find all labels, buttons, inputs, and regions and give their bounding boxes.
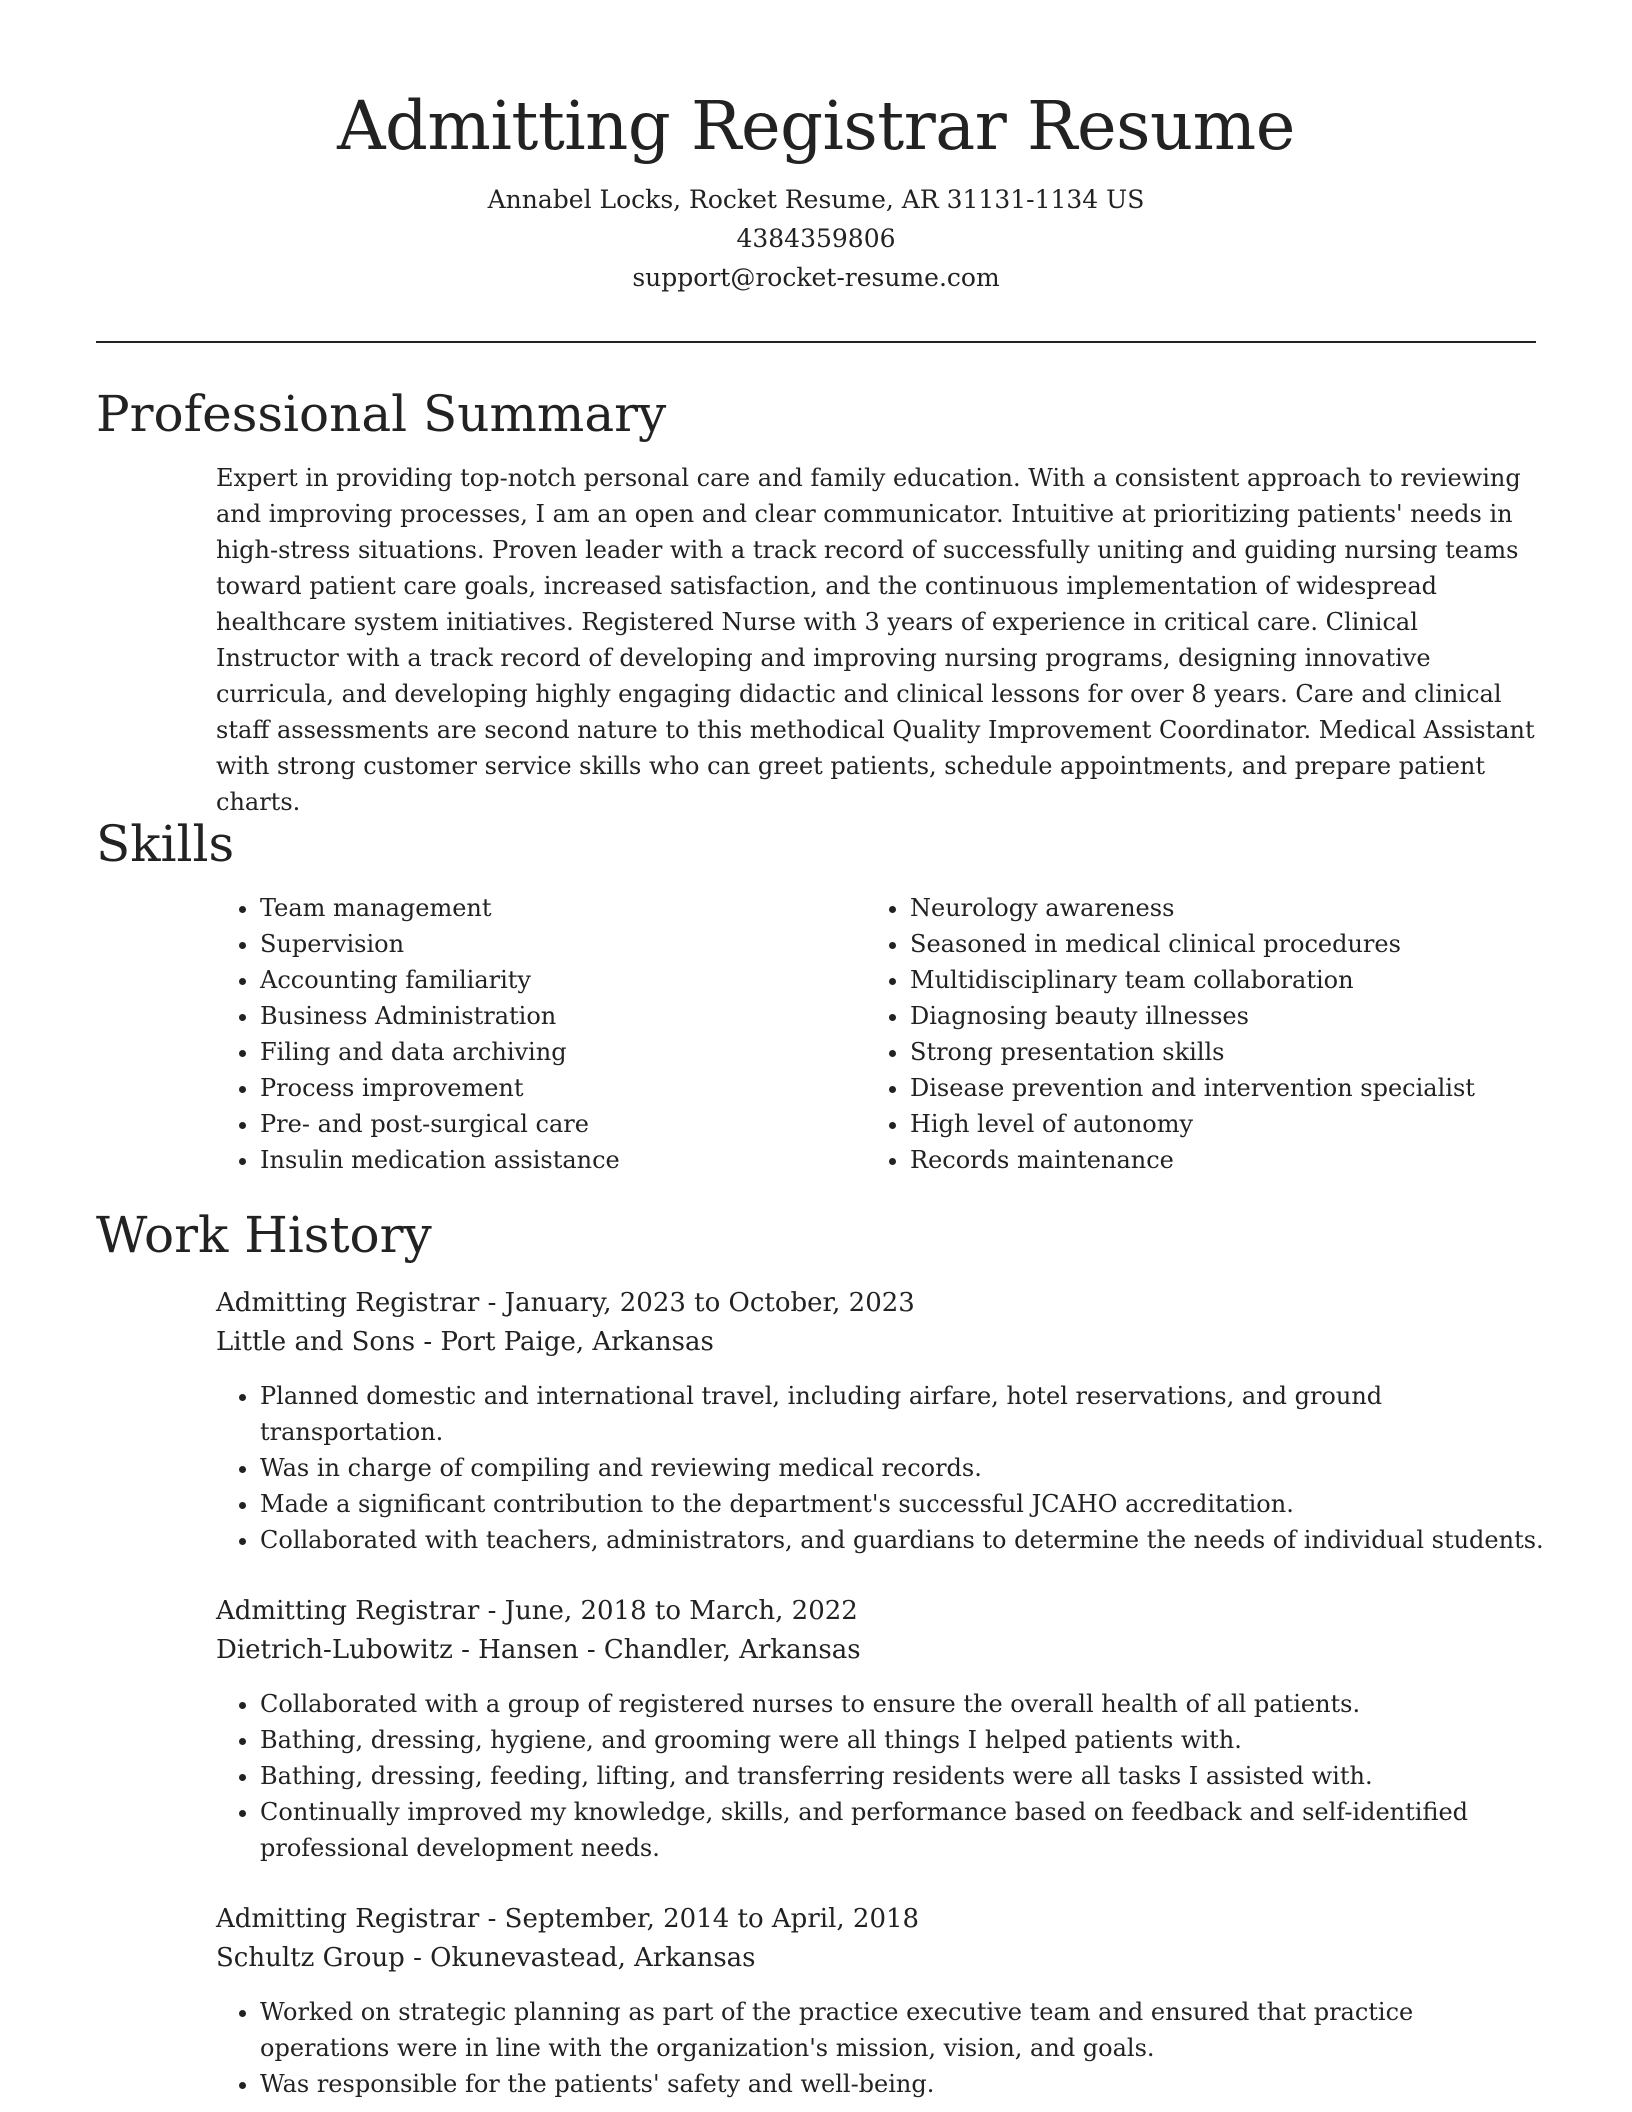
skill-item: • Supervision <box>260 926 880 962</box>
work-history-heading: Work History <box>96 1206 432 1264</box>
skill-item: • Insulin medication assistance <box>260 1142 880 1178</box>
job-title-line: Admitting Registrar - January, 2023 to October, 2023 <box>216 1288 915 1318</box>
job-bullet: • Was in charge of compiling and reviewing medical records. <box>260 1450 1546 1486</box>
job-title-line: Admitting Registrar - June, 2018 to March, 2022 <box>216 1596 858 1626</box>
job-title-line: Admitting Registrar - September, 2014 to April, 2018 <box>216 1904 920 1934</box>
page-title: Admitting Registrar Resume <box>337 87 1295 165</box>
skills-heading: Skills <box>96 815 235 873</box>
job-entry <box>216 1900 1546 2102</box>
skill-item: • Filing and data archiving <box>260 1034 880 1070</box>
job-bullet: • Bathing, dressing, feeding, lifting, and transferring residents were all tasks I assisted with. <box>260 1758 1546 1794</box>
job-bullets <box>216 1994 1546 2102</box>
job-bullet: • Made a significant contribution to the department's successful JCAHO accreditation. <box>260 1486 1546 1522</box>
job-bullet: • Collaborated with teachers, administrators, and guardians to determine the needs of individual students. <box>260 1522 1546 1558</box>
job-entry <box>216 1284 1546 1558</box>
skills-list-left <box>216 890 880 1178</box>
skill-item: • Accounting familiarity <box>260 962 880 998</box>
skill-item: • Business Administration <box>260 998 880 1034</box>
skill-item: • Multidisciplinary team collaboration <box>910 962 1590 998</box>
job-bullet: • Bathing, dressing, hygiene, and grooming were all things I helped patients with. <box>260 1722 1546 1758</box>
job-bullets <box>216 1686 1546 1866</box>
skills-list-right <box>866 890 1590 1178</box>
summary-heading: Professional Summary <box>96 385 667 443</box>
contact-email: support@rocket-resume.com <box>632 263 1000 292</box>
skill-item: • Disease prevention and intervention specialist <box>910 1070 1590 1106</box>
contact-phone: 4384359806 <box>736 224 896 253</box>
skill-item: • Neurology awareness <box>910 890 1590 926</box>
skill-item: • Process improvement <box>260 1070 880 1106</box>
skill-item: • Strong presentation skills <box>910 1034 1590 1070</box>
skill-item: • Records maintenance <box>910 1142 1590 1178</box>
skill-item: • Diagnosing beauty illnesses <box>910 998 1590 1034</box>
header-divider <box>96 341 1536 343</box>
job-bullet: • Collaborated with a group of registered nurses to ensure the overall health of all patients. <box>260 1686 1546 1722</box>
job-bullet: • Worked on strategic planning as part of the practice executive team and ensured that practice operations were in line with the organization's mission, vision, and goals. <box>260 1994 1546 2066</box>
skill-item: • Team management <box>260 890 880 926</box>
job-company-line: Little and Sons - Port Paige, Arkansas <box>216 1327 714 1357</box>
summary-text: Expert in providing top-notch personal care and family education. With a consistent approach to reviewing and improving processes, I am an open and clear communicator. Intuitive at prioritizing patients' needs in high-stress situations. Proven leader with a track record of successfully uniting and guiding nursing teams toward patient care goals, increased satisfaction, and the continuous implementation of widespread healthcare system initiatives. Registered Nurse with 3 years of experience in critical care. Clinical Instructor with a track record of developing and improving nursing programs, designing innovative curricula, and developing highly engaging didactic and clinical lessons for over 8 years. Care and clinical staff assessments are second nature to this methodical Quality Improvement Coordinator. Medical Assistant with strong customer service skills who can greet patients, schedule appointments, and prepare patient charts. <box>216 464 1535 816</box>
job-bullet: • Continually improved my knowledge, skills, and performance based on feedback and self-identified professional development needs. <box>260 1794 1546 1866</box>
job-entry <box>216 1592 1546 1866</box>
job-bullet: • Planned domestic and international travel, including airfare, hotel reservations, and ground transportation. <box>260 1378 1546 1450</box>
resume-header <box>96 82 1536 297</box>
job-company-line: Dietrich-Lubowitz - Hansen - Chandler, Arkansas <box>216 1635 861 1665</box>
job-company-line: Schultz Group - Okunevastead, Arkansas <box>216 1943 756 1973</box>
contact-address: Annabel Locks, Rocket Resume, AR 31131-1134 US <box>487 185 1145 214</box>
skill-item: • Pre- and post-surgical care <box>260 1106 880 1142</box>
job-bullets <box>216 1378 1546 1558</box>
skill-item: • Seasoned in medical clinical procedures <box>910 926 1590 962</box>
job-bullet: • Was responsible for the patients' safety and well-being. <box>260 2066 1546 2102</box>
skill-item: • High level of autonomy <box>910 1106 1590 1142</box>
